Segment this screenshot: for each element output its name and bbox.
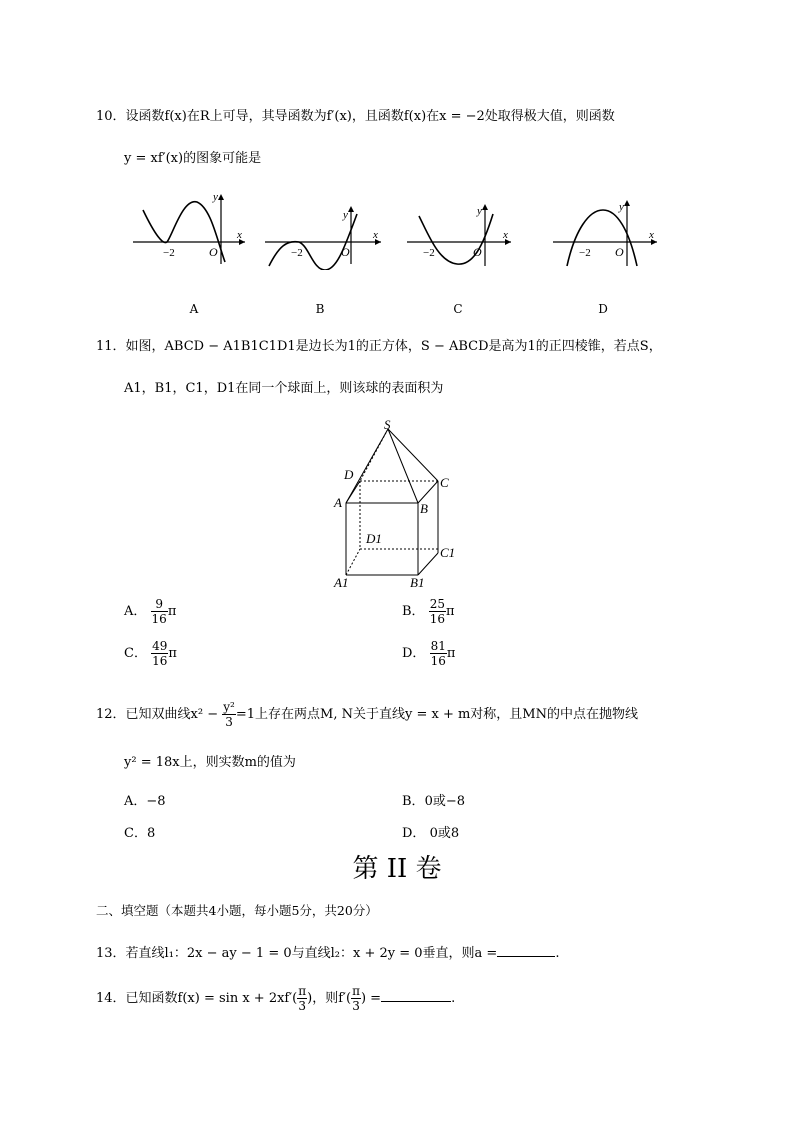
graph-label-b: B: [315, 302, 325, 316]
svg-text:A: A: [334, 495, 342, 510]
svg-text:C1: C1: [440, 545, 456, 560]
svg-text:A1: A1: [334, 575, 349, 590]
q11-pyramid-cube-figure: [330, 415, 460, 590]
svg-text:x: x: [373, 229, 378, 241]
graph-a: [133, 191, 245, 264]
q12-option-d[interactable]: D． 0或8: [402, 826, 460, 841]
graph-b: [265, 206, 381, 270]
q11-option-b[interactable]: B． $\frac{25}{16}$ π: [402, 597, 455, 626]
graph-label-c: C: [453, 302, 463, 316]
svg-text:y: y: [343, 209, 348, 221]
svg-text:x: x: [503, 229, 508, 241]
svg-text:x: x: [649, 229, 654, 241]
q14-answer-blank[interactable]: [381, 987, 451, 1002]
svg-text:D: D: [344, 467, 354, 482]
q11-option-c[interactable]: C． $\frac{49}{16}$ π: [124, 639, 177, 668]
svg-text:−2: −2: [163, 247, 175, 259]
svg-text:−2: −2: [291, 247, 303, 259]
svg-text:O: O: [341, 245, 350, 259]
svg-text:−2: −2: [423, 247, 435, 259]
graph-label-d: D: [598, 302, 608, 316]
q12-option-a[interactable]: A．−8: [124, 794, 166, 809]
svg-text:S: S: [384, 417, 391, 432]
graph-d: [553, 200, 657, 266]
q10-line2: y = xf′(x)的图象可能是: [124, 151, 262, 166]
svg-text:y: y: [619, 201, 624, 213]
q12-line2: y² = 18x上，则实数m的值为: [124, 755, 296, 770]
q11-line2: A1，B1，C1，D1在同一个球面上，则该球的表面积为: [124, 381, 444, 396]
svg-text:B1: B1: [410, 575, 425, 590]
svg-text:C: C: [440, 475, 449, 490]
svg-text:y: y: [213, 191, 218, 203]
q10-line1: 10．设函数f(x)在R上可导，其导函数为f′(x)，且函数f(x)在x = −2处取得极大值，则函数: [96, 109, 615, 124]
q10-graphs: [125, 190, 665, 270]
section-title: 第 II 卷: [352, 854, 442, 884]
q12-option-b[interactable]: B．0或−8: [402, 794, 465, 809]
graph-label-a: A: [189, 302, 199, 316]
svg-text:D1: D1: [366, 531, 382, 546]
svg-text:−2: −2: [579, 247, 591, 259]
svg-text:O: O: [209, 245, 218, 259]
q11-line1: 11．如图，ABCD − A1B1C1D1是边长为1的正方体，S − ABCD是高为1的正四棱锥，若点S，: [96, 339, 662, 354]
q13-answer-blank[interactable]: [497, 942, 555, 957]
q11-option-a[interactable]: A． $\frac{9}{16}$ π: [124, 597, 177, 626]
svg-text:O: O: [473, 245, 482, 259]
svg-text:O: O: [615, 245, 624, 259]
q11-option-d[interactable]: D． $\frac{81}{16}$ π: [402, 639, 456, 668]
q14-line: 14．已知函数f(x) = sin x + 2xf′( $\frac{\pi}{3}$ )，则f′( $\frac{\pi}{3}$ ) = .: [96, 984, 456, 1013]
q13-line: 13．若直线l₁：2x − ay − 1 = 0与直线l₂：x + 2y = 0垂直，则a = .: [96, 942, 559, 963]
graph-c: [407, 204, 511, 266]
q12-line1: 12．已知双曲线x² − $\frac{\text{y²}}{3}$ =1上存在两点M, N关于直线y = x + m对称，且MN的中点在抛物线: [96, 700, 638, 729]
q12-option-c[interactable]: C．8: [124, 826, 156, 841]
section-heading: 二、填空题（本题共4小题，每小题5分，共20分）: [96, 903, 378, 918]
svg-text:B: B: [420, 501, 428, 516]
svg-text:x: x: [237, 229, 242, 241]
svg-text:y: y: [477, 205, 482, 217]
